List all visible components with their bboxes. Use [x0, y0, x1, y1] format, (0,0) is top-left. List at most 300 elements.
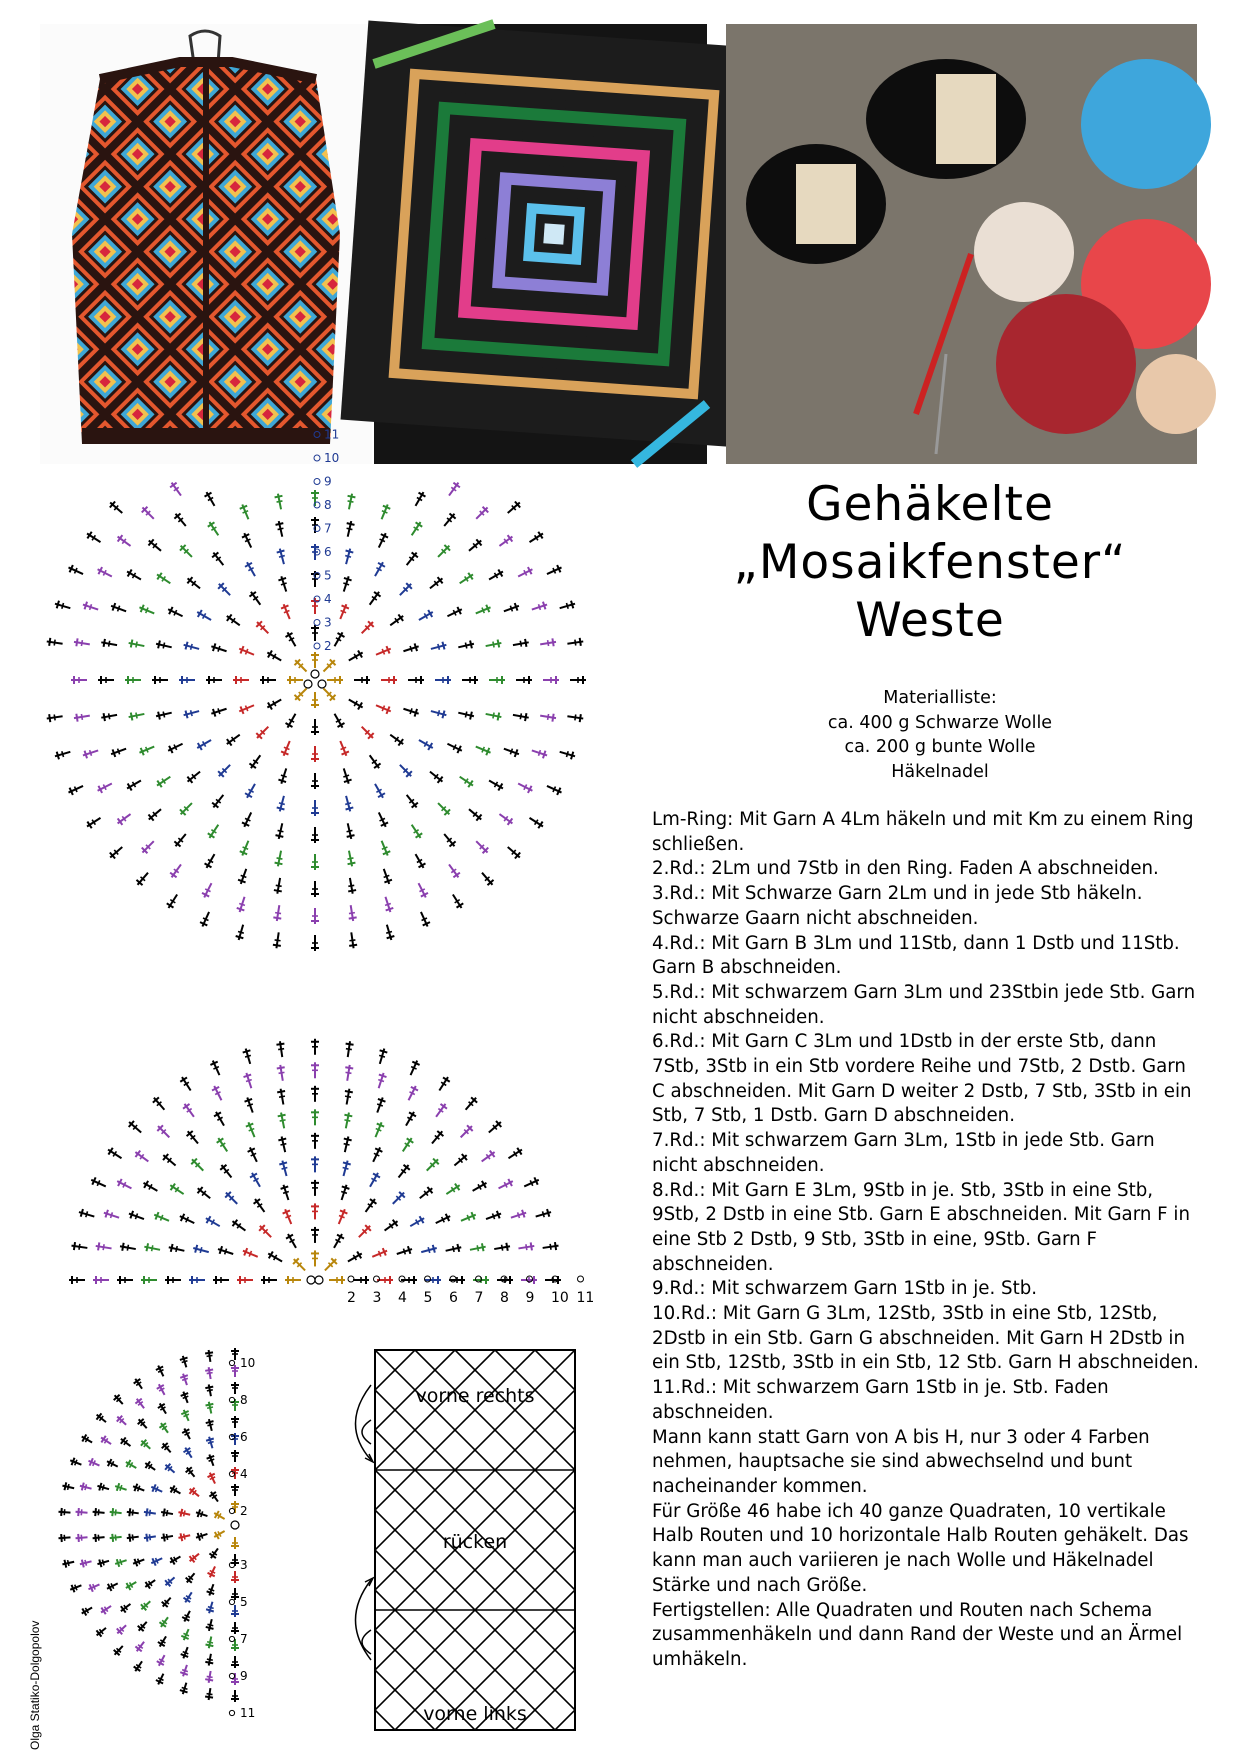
- stitch-symbol: [408, 822, 424, 840]
- title-line-3: Weste: [855, 593, 1005, 648]
- stitch-symbol: [343, 1064, 353, 1081]
- stitch-symbol: [244, 782, 259, 800]
- stitch-symbol: [311, 692, 319, 708]
- stitch-symbol: [417, 609, 435, 624]
- stitch-symbol: [527, 814, 545, 829]
- stitch-symbol: [505, 500, 522, 517]
- stitch-symbol: [205, 1384, 215, 1397]
- stitch-symbol: [375, 531, 389, 549]
- materials-heading: Materialliste:: [883, 688, 997, 708]
- stitch-symbol: [224, 613, 242, 629]
- stitch-symbol: [281, 1208, 295, 1226]
- chain-symbol: [229, 1673, 234, 1678]
- stitch-symbol: [408, 520, 424, 538]
- stitch-symbol: [233, 676, 249, 684]
- stitch-symbol: [231, 1554, 239, 1566]
- instruction-step: 7.Rd.: Mit schwarzem Garn 3Lm, 1Stb in jede Stb. Garn nicht abschneiden.: [652, 1130, 1155, 1176]
- stitch-symbol: [237, 868, 250, 886]
- stitch-symbol: [178, 1508, 191, 1518]
- stitch-symbol: [205, 1436, 216, 1450]
- stitch-symbol: [160, 1441, 174, 1455]
- stitch-symbol: [248, 753, 264, 771]
- instruction-step: Mann kann statt Garn von A bis H, nur 3 oder 4 Farben nehmen, hauptsache sie sind abwechselnd und bunt nacheinander kommen.: [652, 1426, 1150, 1497]
- stitch-symbol: [401, 1276, 417, 1284]
- stitch-symbol: [205, 1367, 215, 1380]
- stitch-symbol: [115, 1178, 133, 1192]
- stitch-symbol: [163, 1574, 177, 1588]
- stitch-symbol: [125, 676, 141, 684]
- stitch-symbol: [206, 1583, 218, 1597]
- instruction-step: 9.Rd.: Mit schwarzem Garn 1Stb in je. Stb.: [652, 1278, 1038, 1300]
- stitch-symbol: [311, 544, 319, 560]
- stitch-symbol: [85, 814, 103, 829]
- stitch-symbol: [516, 676, 532, 684]
- stitch-symbol: [146, 537, 163, 553]
- stitch-symbol: [184, 1465, 198, 1479]
- stitch-symbol: [435, 800, 452, 817]
- stitch-symbol: [73, 712, 90, 722]
- stitch-symbol: [210, 705, 228, 718]
- stitch-symbol: [457, 709, 474, 720]
- stitch-symbol: [217, 1245, 235, 1258]
- stitch-symbol: [189, 1156, 206, 1173]
- stitch-symbol: [87, 1457, 101, 1469]
- stitch-symbol: [311, 1180, 319, 1196]
- stitch-symbol: [329, 1276, 345, 1284]
- stitch-symbol: [75, 1533, 88, 1542]
- stitch-symbol: [510, 1209, 528, 1222]
- stitch-symbol: [156, 1401, 169, 1415]
- stitch-symbol: [435, 543, 452, 560]
- stitch-symbol: [231, 1605, 239, 1617]
- stitch-symbol: [280, 739, 294, 757]
- stitch-symbol: [109, 1533, 122, 1542]
- stitch-symbol: [408, 676, 424, 684]
- stitch-symbol: [412, 852, 427, 870]
- stitch-symbol: [182, 1590, 195, 1604]
- stitch-symbol: [206, 822, 222, 840]
- stitch-symbol: [380, 868, 393, 886]
- stitch-symbol: [101, 711, 118, 722]
- stitch-symbol: [119, 1242, 136, 1253]
- stitch-symbol: [110, 602, 128, 615]
- photo-yarn-balls: [726, 24, 1197, 464]
- stitch-symbol: [331, 1232, 346, 1250]
- chain-symbol: [229, 1636, 234, 1641]
- stitch-symbol: [545, 564, 563, 578]
- stitch-symbol: [273, 877, 284, 894]
- stitch-symbol: [231, 1571, 239, 1583]
- stitch-symbol: [168, 1243, 185, 1254]
- stitch-symbol: [126, 1119, 143, 1136]
- round-number-label: 4: [324, 592, 332, 606]
- stitch-symbol: [203, 852, 218, 870]
- stitch-symbol: [141, 1276, 157, 1284]
- stitch-symbol: [342, 548, 354, 566]
- stitch-symbol: [180, 1628, 192, 1642]
- stitch-symbol: [185, 769, 202, 785]
- round-number-label: 9: [324, 474, 332, 489]
- stitch-symbol: [287, 676, 303, 684]
- stitch-symbol: [223, 1190, 240, 1207]
- stitch-symbol: [311, 908, 319, 924]
- stitch-symbol: [486, 1119, 503, 1136]
- stitch-symbol: [344, 822, 355, 839]
- stitch-symbol: [54, 600, 72, 612]
- crochet-chart-square: [50, 427, 610, 1020]
- round-number-label: 2: [240, 1504, 248, 1518]
- stitch-symbol: [143, 1577, 157, 1590]
- stitch-symbol: [212, 1510, 226, 1523]
- stitch-symbol: [235, 924, 247, 942]
- stitch-symbol: [71, 1242, 88, 1252]
- crochet-chart-half: [50, 1040, 610, 1330]
- stitch-symbol: [146, 806, 163, 822]
- stitch-symbol: [378, 839, 392, 857]
- stitch-symbol: [244, 1096, 257, 1114]
- stitch-symbol: [543, 676, 559, 684]
- stitch-symbol: [248, 589, 264, 607]
- stitch-symbol: [206, 1453, 218, 1467]
- stitch-symbol: [523, 1176, 541, 1190]
- stitch-symbol: [340, 575, 353, 593]
- stitch-symbol: [155, 640, 172, 651]
- chart-half-svg: [50, 1040, 610, 1330]
- stitch-symbol: [231, 1690, 239, 1702]
- stitch-symbol: [151, 1095, 168, 1112]
- stitch-symbol: [110, 745, 128, 758]
- stitch-symbol: [382, 1218, 400, 1234]
- round-number-label: 7: [474, 1290, 484, 1306]
- stitch-symbol: [79, 1482, 93, 1493]
- stitch-symbol: [462, 676, 478, 684]
- stitch-symbol: [163, 1462, 177, 1476]
- stitch-symbol: [92, 1533, 105, 1542]
- stitch-symbol: [311, 1227, 319, 1243]
- stitch-symbol: [567, 637, 584, 647]
- stitch-symbol: [487, 568, 505, 583]
- stitch-symbol: [112, 1643, 126, 1657]
- stitch-symbol: [79, 1557, 93, 1568]
- stitch-symbol: [285, 1232, 300, 1250]
- materials-item: ca. 200 g bunte Wolle: [844, 737, 1036, 757]
- stitch-symbol: [372, 782, 387, 800]
- stitch-symbol: [540, 638, 557, 648]
- chain-ring-symbol: [315, 1276, 323, 1284]
- stitch-symbol: [231, 1537, 239, 1549]
- stitch-symbol: [373, 1096, 386, 1114]
- stitch-symbol: [117, 1276, 133, 1284]
- stitch-symbol: [80, 1433, 94, 1446]
- round-number-label: 3: [372, 1290, 382, 1306]
- stitch-symbol: [404, 792, 420, 809]
- stitch-symbol: [446, 740, 464, 754]
- stitch-symbol: [311, 1250, 319, 1266]
- chain-ring-symbol: [318, 680, 326, 688]
- stitch-symbol: [273, 905, 283, 922]
- materials-list: [680, 686, 1200, 784]
- stitch-symbol: [567, 712, 584, 722]
- stitch-symbol: [195, 1530, 209, 1541]
- stitch-symbol: [99, 1603, 113, 1616]
- stitch-symbol: [192, 1244, 210, 1256]
- materials-item: ca. 400 g Schwarze Wolle: [827, 712, 1053, 733]
- stitch-symbol: [96, 566, 114, 580]
- stitch-symbol: [347, 905, 357, 922]
- stitch-symbol: [54, 748, 72, 760]
- stitch-symbol: [458, 1123, 475, 1140]
- stitch-symbol: [155, 773, 173, 789]
- stitch-symbol: [231, 1484, 239, 1496]
- chain-symbol: [229, 1508, 234, 1513]
- stitch-symbol: [166, 606, 184, 620]
- stitch-symbol: [210, 792, 226, 809]
- stitch-symbol: [276, 1064, 286, 1081]
- stitch-symbol: [489, 676, 505, 684]
- stitch-symbol: [205, 1688, 215, 1701]
- round-number-label: 11: [240, 1706, 256, 1720]
- stitch-symbol: [570, 676, 586, 684]
- instruction-step: 11.Rd.: Mit schwarzem Garn 1Stb in je. Stb. Faden abschneiden.: [652, 1377, 1109, 1423]
- stitch-symbol: [185, 1129, 201, 1146]
- stitch-symbol: [46, 637, 63, 647]
- stitch-symbol: [446, 480, 462, 498]
- stitch-symbol: [205, 1636, 215, 1649]
- stitch-symbol: [105, 1580, 119, 1593]
- instructions: [652, 808, 1202, 1673]
- stitch-symbol: [114, 1556, 128, 1567]
- stitch-symbol: [276, 548, 288, 566]
- stitch-symbol: [399, 1136, 415, 1154]
- stitch-symbol: [245, 1121, 259, 1139]
- stitch-symbol: [449, 1276, 465, 1284]
- stitch-symbol: [204, 1215, 222, 1230]
- stitch-symbol: [103, 1209, 121, 1222]
- assembly-schema: [335, 1340, 595, 1740]
- stitch-symbol: [331, 712, 346, 730]
- stitch-symbol: [505, 844, 522, 861]
- stitch-symbol: [231, 1588, 239, 1600]
- stitch-symbol: [112, 1393, 126, 1407]
- stitch-symbol: [345, 493, 356, 510]
- stitch-symbol: [372, 1121, 386, 1139]
- stitch-symbol: [216, 762, 233, 779]
- stitch-symbol: [540, 712, 557, 722]
- stitch-symbol: [242, 1047, 254, 1065]
- stitch-symbol: [402, 643, 420, 656]
- stitch-symbol: [168, 1484, 182, 1497]
- stitch-symbol: [284, 712, 299, 730]
- stitch-symbol: [285, 1276, 301, 1284]
- stitch-symbol: [82, 601, 100, 614]
- stitch-symbol: [94, 1412, 108, 1426]
- stitch-symbol: [153, 1211, 171, 1225]
- stitch-symbol: [155, 1382, 168, 1396]
- stitch-symbol: [205, 1653, 215, 1666]
- stitch-symbol: [96, 1557, 110, 1568]
- stitch-symbol: [237, 1276, 253, 1284]
- stitch-symbol: [150, 1555, 164, 1567]
- stitch-symbol: [95, 1242, 112, 1252]
- stitch-symbol: [559, 600, 577, 612]
- stitch-symbol: [136, 1417, 150, 1431]
- stitch-symbol: [124, 1579, 138, 1592]
- stitch-symbol: [195, 1509, 209, 1520]
- stitch-symbol: [344, 520, 355, 537]
- stitch-symbol: [376, 1047, 388, 1065]
- stitch-symbol: [205, 1670, 215, 1683]
- stitch-symbol: [241, 1247, 259, 1261]
- stitch-symbol: [397, 581, 414, 598]
- stitch-symbol: [212, 1528, 226, 1541]
- stitch-symbol: [383, 924, 395, 942]
- stitch-symbol: [403, 1110, 418, 1128]
- stitch-symbol: [372, 560, 387, 578]
- stitch-symbol: [322, 1256, 339, 1273]
- stitch-symbol: [359, 724, 376, 741]
- stitch-symbol: [108, 844, 125, 861]
- stitch-symbol: [106, 1146, 124, 1161]
- stitch-symbol: [184, 1571, 198, 1585]
- stitch-symbol: [236, 896, 249, 914]
- instruction-step: 8.Rd.: Mit Garn E 3Lm, 9Stb in je. Stb, 3Stb in eine Stb, 9Stb, 2 Dstb in eine Stb. Garn E abschneiden. Mit Garn F in eine Stb 2 Dstb, 9 Stb, 3Stb in eine, 9Stb. Garn F abschneiden.: [652, 1179, 1190, 1275]
- schema-label-vorne-links: vorne links: [423, 1703, 527, 1725]
- stitch-symbol: [165, 1276, 181, 1284]
- chain-symbol: [229, 1471, 234, 1476]
- stitch-symbol: [189, 1276, 205, 1284]
- stitch-symbol: [338, 1184, 351, 1202]
- stitch-symbol: [179, 1681, 190, 1695]
- round-number-label: 2: [347, 1290, 356, 1306]
- stitch-symbol: [125, 568, 143, 583]
- stitch-symbol: [183, 707, 201, 719]
- stitch-symbol: [180, 1408, 192, 1422]
- stitch-symbol: [206, 676, 222, 684]
- chain-ring-symbol: [311, 670, 319, 678]
- stitch-symbol: [46, 712, 63, 722]
- stitch-symbol: [67, 782, 85, 796]
- stitch-symbol: [67, 564, 85, 578]
- stitch-symbol: [381, 676, 397, 684]
- stitch-symbol: [252, 1197, 268, 1215]
- stitch-symbol: [231, 1639, 239, 1651]
- stitch-symbol: [340, 767, 353, 785]
- stitch-symbol: [311, 490, 319, 506]
- stitch-symbol: [415, 881, 429, 899]
- stitch-symbol: [356, 1223, 373, 1240]
- stitch-symbol: [172, 511, 188, 528]
- stitch-symbol: [463, 1095, 480, 1112]
- stitch-symbol: [417, 1185, 434, 1201]
- stitch-symbol: [108, 500, 125, 517]
- stitch-symbol: [346, 1250, 364, 1265]
- photo-vest-on-hanger: [40, 24, 372, 464]
- stitch-symbol: [340, 1160, 352, 1178]
- stitch-symbol: [203, 490, 218, 508]
- stitch-symbol: [62, 1482, 75, 1492]
- stitch-symbol: [241, 531, 255, 549]
- title-line-1: Gehäkelte: [806, 477, 1054, 532]
- chain-symbol: [229, 1360, 234, 1365]
- stitch-symbol: [152, 676, 168, 684]
- stitch-symbol: [362, 1197, 378, 1215]
- stitch-symbol: [179, 1664, 190, 1678]
- instruction-step: 10.Rd.: Mit Garn G 3Lm, 12Stb, 3Stb in eine Stb, 12Stb, 2Dstb in ein Stb. Garn G abschneiden. Mit Garn H 2Dstb in ein Stb, 12Stb, 3Stb in ein Stb, 12 Stb. Garn H abschneiden.: [652, 1303, 1199, 1374]
- stitch-symbol: [408, 1215, 426, 1230]
- stitch-symbol: [98, 676, 114, 684]
- round-number-label: 8: [324, 498, 332, 512]
- stitch-symbol: [135, 870, 152, 887]
- stitch-symbol: [459, 1211, 477, 1225]
- stitch-symbol: [366, 753, 382, 771]
- stitch-symbol: [311, 773, 319, 789]
- stitch-symbol: [402, 705, 420, 718]
- round-number-label: 4: [240, 1467, 248, 1481]
- stitch-symbol: [446, 862, 462, 880]
- stitch-symbol: [132, 1556, 146, 1568]
- stitch-symbol: [518, 1242, 535, 1252]
- stitch-symbol: [497, 1276, 513, 1284]
- stitch-symbol: [497, 533, 515, 549]
- stitch-symbol: [405, 1084, 419, 1102]
- stitch-symbol: [143, 1508, 156, 1518]
- stitch-symbol: [172, 831, 188, 848]
- stitch-symbol: [231, 1467, 239, 1479]
- stitch-symbol: [179, 1372, 190, 1386]
- stitch-symbol: [224, 731, 242, 747]
- stitch-symbol: [206, 520, 222, 538]
- stitch-symbol: [136, 1619, 150, 1633]
- stitch-symbol: [497, 811, 515, 827]
- stitch-symbol: [276, 1041, 286, 1058]
- stitch-symbol: [474, 743, 492, 757]
- round-number-label: 6: [324, 545, 332, 559]
- stitch-symbol: [425, 1276, 441, 1284]
- stitch-symbol: [388, 731, 406, 747]
- stitch-symbol: [346, 877, 357, 894]
- stitch-symbol: [239, 839, 253, 857]
- stitch-symbol: [311, 854, 319, 870]
- stitch-symbol: [118, 1436, 132, 1450]
- round-number-label: 9: [525, 1290, 535, 1306]
- stitch-symbol: [272, 932, 282, 949]
- title-line-2: „Mosaikfenster“: [733, 535, 1127, 590]
- schema-label-vorne-rechts: vorne rechts: [415, 1385, 535, 1407]
- stitch-symbol: [274, 850, 285, 867]
- stitch-symbol: [487, 777, 505, 792]
- stitch-symbol: [114, 1482, 128, 1493]
- stitch-symbol: [231, 1399, 239, 1411]
- stitch-symbol: [96, 780, 114, 794]
- stitch-symbol: [138, 604, 156, 618]
- stitch-symbol: [471, 1179, 489, 1194]
- page-title: [660, 476, 1200, 650]
- stitch-symbol: [208, 1546, 222, 1560]
- stitch-symbol: [143, 1460, 157, 1473]
- stitch-symbol: [367, 1171, 382, 1189]
- stitch-symbol: [435, 676, 451, 684]
- stitch-symbol: [291, 1256, 308, 1273]
- stitch-symbol: [370, 1146, 384, 1164]
- stitch-symbol: [231, 1416, 239, 1428]
- crochet-chart-quarter: [50, 1345, 320, 1745]
- stitch-symbol: [99, 1434, 113, 1447]
- stitch-symbol: [133, 1149, 151, 1165]
- round-number-label: 8: [500, 1290, 509, 1306]
- stitch-symbol: [87, 1581, 101, 1593]
- stitch-symbol: [73, 638, 90, 648]
- stitch-symbol: [140, 838, 157, 855]
